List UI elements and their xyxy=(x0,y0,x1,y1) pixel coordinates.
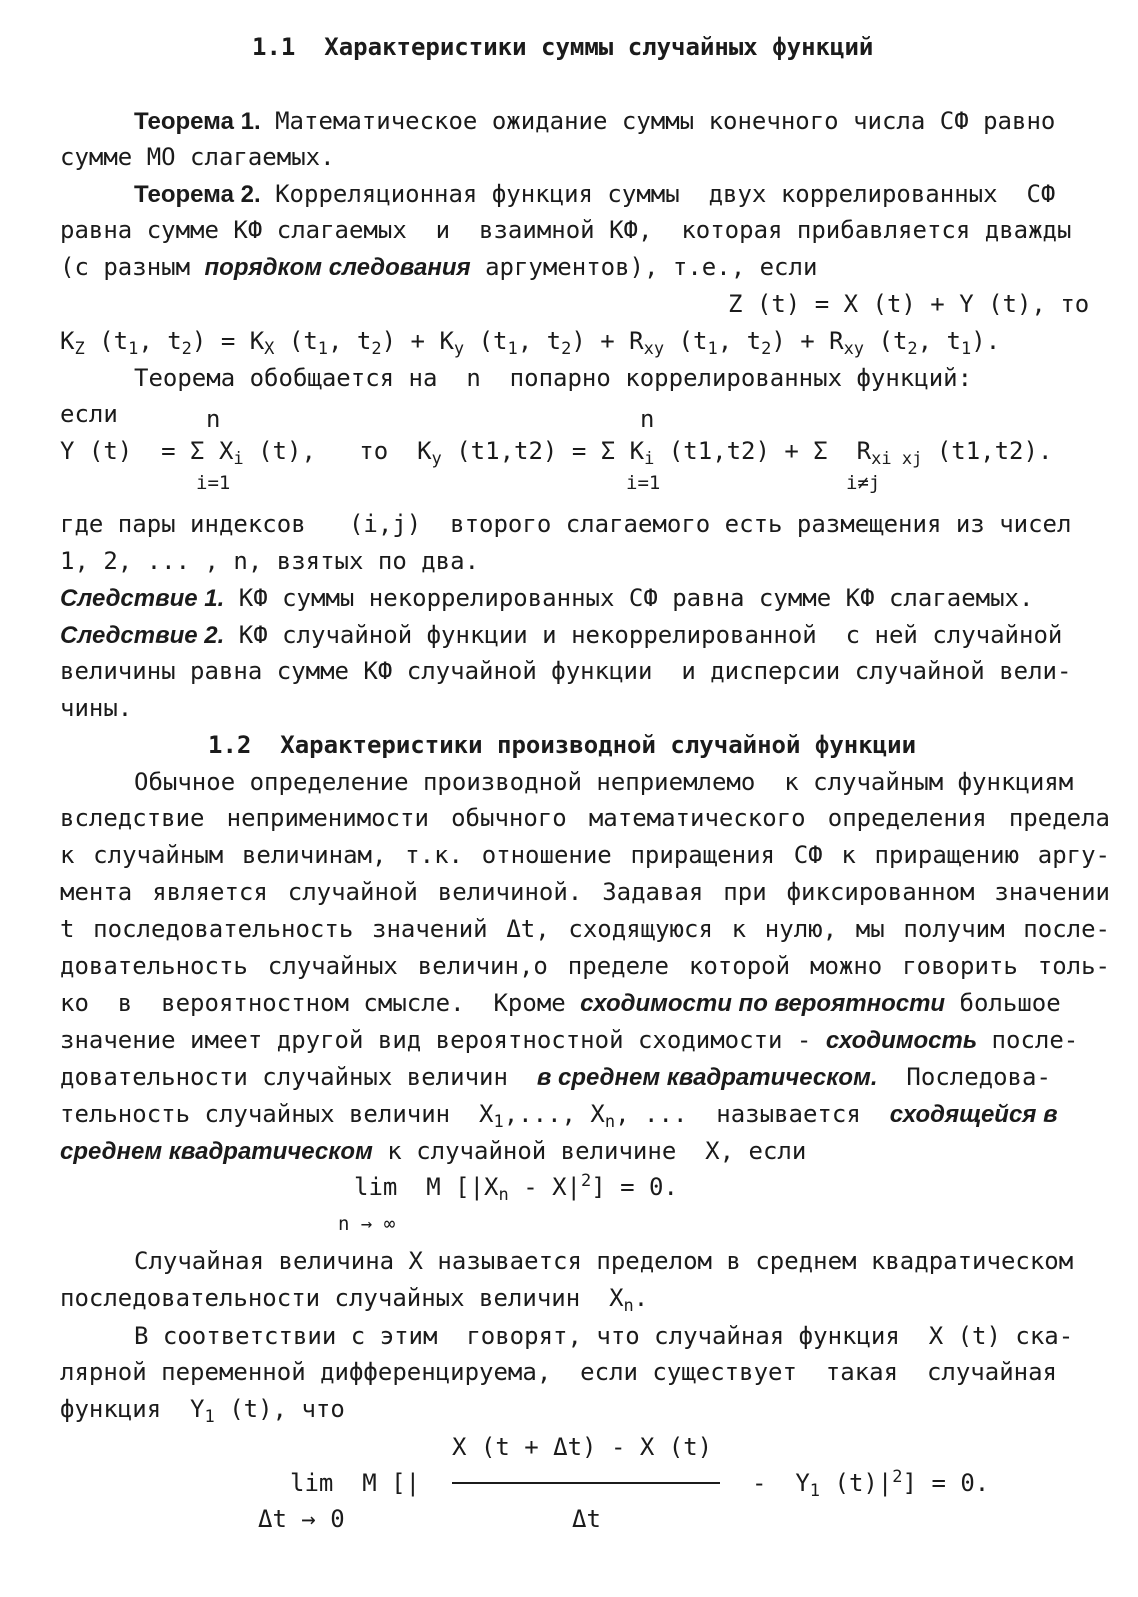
fraction-bar xyxy=(452,1482,720,1484)
para-line-5: t последовательность значений Δt, сходящуюся к нулю, мы получим после- xyxy=(60,915,1110,943)
emphasis-mean-square: в среднем квадратическом. xyxy=(536,1064,878,1091)
theorem-1 xyxy=(134,106,1055,137)
formula-z: Z (t) = X (t) + Y (t), то xyxy=(728,290,1090,318)
theorem-2 xyxy=(134,179,1055,210)
theorem-1-text-line2: сумме МО слагаемых. xyxy=(60,143,335,171)
emphasis-order: порядком следования xyxy=(204,254,471,281)
diff-line-3: функция $Y_1$ (t), что xyxy=(60,1395,345,1427)
para-line-9: довательности случайных величин в среднем квадратическом. Последова- xyxy=(60,1063,1051,1091)
corollary-2: Следствие 2. КФ случайной функции и некоррелированной с ней случайной xyxy=(60,621,1063,649)
pairs-line2: 1, 2, ... , n, взятых по два. xyxy=(60,547,480,575)
sum-formula: Y (t) = Σ $X_i$ (t), то $K_y$ (t1,t2) = Σ $K_i$ (t1,t2) + Σ $R_{xi xj}$ (t1,t2). xyxy=(60,437,1053,469)
emphasis-mean-square-2: среднем квадратическом xyxy=(60,1138,373,1165)
if-word: если xyxy=(60,400,118,428)
formula-kz: $K_Z$ ($t_1$, $t_2) = K_X$ ($t_1$, $t_2) + K_y$ ($t_1$, $t_2) + R_{xy}$ ($t_1$, $t_2) + R_{xy}$ ($t_2$, $t_1$). xyxy=(60,327,1001,359)
para-line-10: тельность случайных величин $X_1$,..., $X_n$, ... называется сходящейся в xyxy=(60,1100,1058,1132)
emphasis-converging: сходящейся в xyxy=(889,1101,1058,1128)
para-line-4: мента является случайной величиной. Задавая при фиксированном значении xyxy=(60,878,1110,906)
limit-2-under: Δt → 0 xyxy=(258,1505,345,1533)
theorem-2-line2: равна сумме КФ слагаемых и взаимной КФ, которая прибавляется дважды xyxy=(60,216,1072,244)
sum-lower-3: i≠j xyxy=(846,472,881,494)
diff-line-2: лярной переменной дифференцируема, если существует такая случайная xyxy=(60,1358,1057,1386)
corollary-1-label: Следствие 1. xyxy=(60,585,225,612)
corollary-2-label: Следствие 2. xyxy=(60,622,225,649)
def-line-2: последовательности случайных величин $X_n$. xyxy=(60,1284,649,1316)
section-1-1-heading xyxy=(252,32,873,62)
pairs-line1: где пары индексов (i,j) второго слагаемого есть размещения из чисел xyxy=(60,510,1072,538)
fraction-numerator: X (t + Δt) - X (t) xyxy=(452,1433,713,1461)
corollary-1: Следствие 1. КФ суммы некоррелированных СФ равна сумме КФ слагаемых. xyxy=(60,584,1034,612)
fraction-denominator: Δt xyxy=(572,1505,601,1533)
section-1-2-heading xyxy=(208,730,916,760)
theorem-2-label: Теорема 2. xyxy=(134,181,261,208)
para-line-3: к случайным величинам, т.к. отношение приращения СФ к приращению аргу- xyxy=(60,841,1110,869)
sum-lower-1: i=1 xyxy=(196,472,231,494)
corollary-2-line3: чины. xyxy=(60,694,133,722)
def-line-1: Случайная величина X называется пределом в среднем квадратическом xyxy=(134,1247,1074,1275)
limit-1-under: n → ∞ xyxy=(338,1213,396,1235)
limit-2-left: lim M [| xyxy=(290,1469,421,1497)
emphasis-convergence: сходимость xyxy=(825,1027,978,1054)
theorem-1-text: Математическое ожидание суммы конечного числа СФ равно xyxy=(275,107,1056,135)
para-line-8: значение имеет другой вид вероятностной сходимости - сходимость после- xyxy=(60,1026,1079,1054)
para-line-11: среднем квадратическом к случайной величине X, если xyxy=(60,1137,807,1165)
corollary-2-line2: величины равна сумме КФ случайной функции и дисперсии случайной вели- xyxy=(60,657,1072,685)
limit-2-right: - $Y_1$ $(t)|^2] = 0$. xyxy=(752,1467,990,1501)
emphasis-convergence-probability: сходимости по вероятности xyxy=(580,990,946,1017)
section-number: 1.2 xyxy=(208,731,252,759)
generalization-text: Теорема обобщается на n попарно коррелированных функций: xyxy=(134,364,973,392)
para-line-7: ко в вероятностном смысле. Кроме сходимости по вероятности большое xyxy=(60,989,1061,1017)
para-line-1: Обычное определение производной неприемлемо к случайным функциям xyxy=(134,768,1074,796)
theorem-2-line3: (с разным порядком следования аргументов), т.е., если xyxy=(60,253,818,281)
para-line-2: вследствие неприменимости обычного математического определения предела xyxy=(60,804,1110,832)
sum-upper-n-2: n xyxy=(640,405,655,433)
section-number: 1.1 xyxy=(252,33,296,61)
limit-formula-1: lim M $[|X_n - X|^2] = 0$. xyxy=(354,1171,678,1205)
section-title: Характеристики суммы случайных функций xyxy=(324,33,874,61)
section-title: Характеристики производной случайной функции xyxy=(280,731,917,759)
sum-lower-2: i=1 xyxy=(626,472,661,494)
theorem-2-text: Корреляционная функция суммы двух коррелированных СФ xyxy=(275,180,1056,208)
para-line-6: довательность случайных величин,о пределе которой можно говорить толь- xyxy=(60,952,1110,980)
theorem-1-label: Теорема 1. xyxy=(134,108,261,135)
sum-upper-n-1: n xyxy=(206,405,221,433)
diff-line-1: В соответствии с этим говорят, что случайная функция X (t) ска- xyxy=(134,1322,1074,1350)
